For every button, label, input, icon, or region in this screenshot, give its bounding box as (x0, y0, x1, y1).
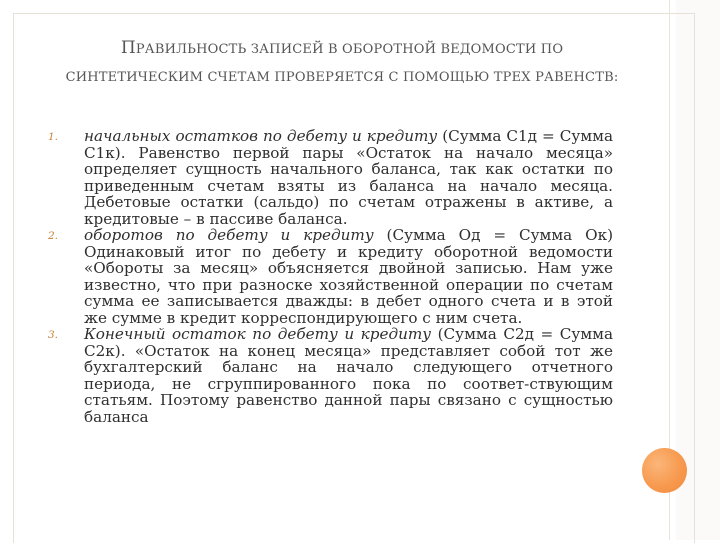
slide-title-line-1 (42, 34, 642, 64)
list-item-term: оборотов по дебету и кредиту (84, 226, 374, 244)
equalities-list (48, 128, 613, 425)
list-item-text: (Сумма С2д = Сумма С2к). «Остаток на конец месяца» представляет собой тот же бухгалтерский баланс на начало следующего отчетного периода, не сгруппированного пока по соответ-ствующим статьям. Поэтому равенство данной пары связано с сущностью баланса (84, 325, 613, 426)
list-item (48, 227, 613, 326)
title-line-1-text: РАВИЛЬНОСТЬ ЗАПИСЕЙ В ОБОРОТНОЙ ВЕДОМОСТИ ПО (135, 42, 564, 57)
list-item-text: (Сумма Од = Сумма Ок) Одинаковый итог по дебету и кредиту оборотной ведомости «Обороты за месяц» объясняется двойной записью. Нам уже известно, что при разноске хозяйственной операции по счетам сумма ее записывается дважды: в дебет одного счета и в этой же сумме в кредит корреспондирующего с ним счета. (84, 226, 613, 327)
list-item-text: (Сумма С1д = Сумма С1к). Равенство первой пары «Остаток на начало месяца» определяет сущность начального баланса, так как остатки по приведенным счетам взяты из баланса на начало месяца. Дебетовые остатки (сальдо) по счетам отражены в активе, а кредитовые – в пассиве баланса. (84, 127, 613, 228)
slide-title-line-2: СИНТЕТИЧЕСКИМ СЧЕТАМ ПРОВЕРЯЕТСЯ С ПОМОЩЬЮ ТРЕХ РАВЕНСТВ: (65, 70, 619, 85)
title-first-letter: П (120, 38, 136, 58)
slide-title (42, 34, 642, 92)
list-item (48, 128, 613, 227)
list-item (48, 326, 613, 425)
decorative-orange-circle (642, 448, 687, 493)
list-item-term: начальных остатков по дебету и кредиту (84, 127, 438, 145)
list-item-term: Конечный остаток по дебету и кредиту (84, 325, 432, 343)
list-item-number: 3. (48, 329, 59, 341)
list-item-number: 2. (48, 230, 59, 242)
list-item-number: 1. (48, 131, 59, 143)
